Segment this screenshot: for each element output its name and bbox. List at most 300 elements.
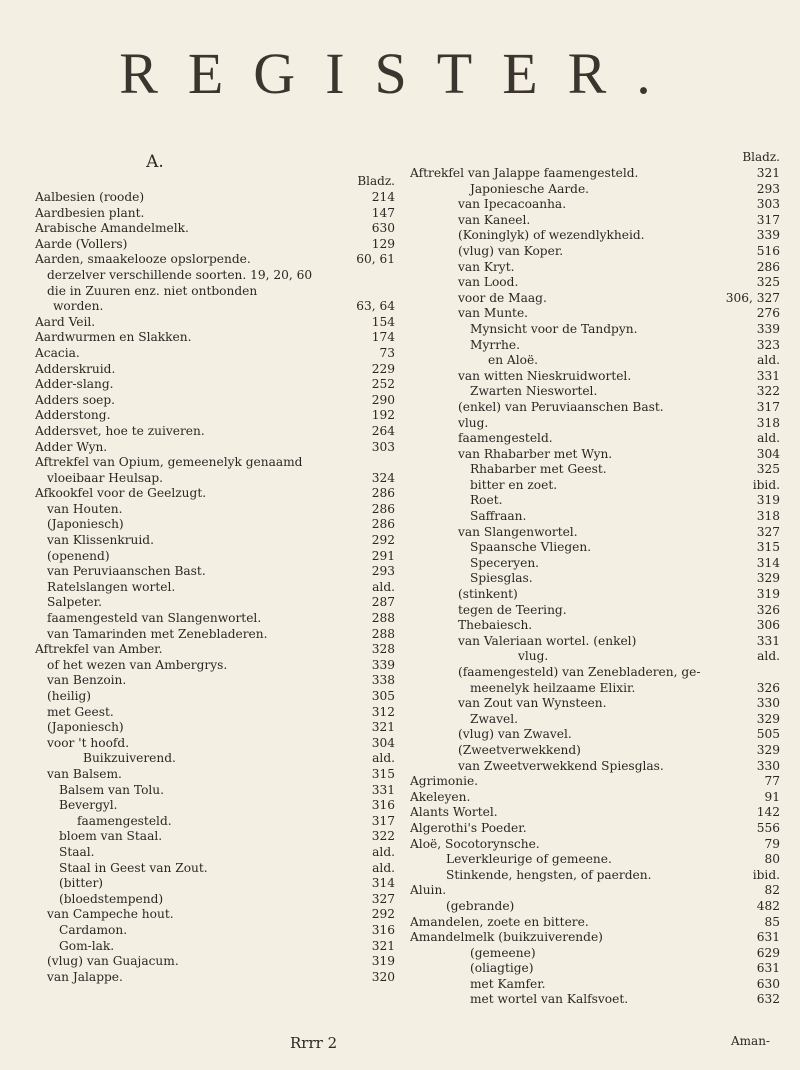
- entry-term: Arabische Amandelmelk.: [35, 221, 189, 236]
- entry-page: 306: [756, 618, 780, 633]
- index-entry: [410, 883, 780, 899]
- index-entry: [35, 876, 395, 892]
- index-entry: [410, 837, 780, 853]
- right-column: [410, 150, 780, 1008]
- entry-page: 321: [371, 720, 395, 735]
- entry-term: Aalbesien (roode): [35, 190, 145, 204]
- index-entry: [35, 767, 395, 783]
- index-entry: [35, 829, 395, 845]
- entry-term: (gebrande): [446, 898, 515, 913]
- index-entry: [410, 228, 780, 244]
- entry-term: faamengesteld.: [458, 431, 553, 446]
- entry-term: van Campeche hout.: [47, 907, 174, 922]
- index-entry: [410, 634, 780, 650]
- entry-term: Akeleyen.: [410, 789, 471, 804]
- index-entry: [410, 338, 780, 354]
- entry-page: 174: [371, 330, 395, 345]
- index-entry: [35, 642, 395, 658]
- entry-page: 288: [371, 626, 395, 641]
- entry-page: 303: [756, 197, 780, 212]
- right-page-header: Bladz.: [742, 150, 780, 164]
- index-entry: [410, 805, 780, 821]
- entry-page: 80: [764, 852, 780, 867]
- entry-page: 482: [756, 898, 780, 913]
- entry-term: Aarde (Vollers): [35, 236, 128, 251]
- index-entry: [410, 478, 780, 494]
- entry-page: 293: [371, 564, 395, 579]
- entry-term: Spiesglas.: [470, 571, 533, 586]
- entry-page: [337, 268, 395, 284]
- index-entry: [35, 798, 395, 814]
- entry-term: Zwarten Nieswortel.: [470, 384, 598, 399]
- entry-page: 264: [371, 423, 395, 438]
- index-entry: [410, 977, 780, 993]
- index-entry: [35, 284, 395, 300]
- entry-term: Addersvet, hoe te zuiveren.: [35, 423, 205, 438]
- entry-term: Amandelen, zoete en bittere.: [410, 914, 589, 929]
- index-entry: [35, 689, 395, 705]
- entry-term: faamengesteld van Slangenwortel.: [47, 611, 262, 626]
- index-entry: [35, 611, 395, 627]
- index-entry: [410, 571, 780, 587]
- entry-page: 314: [756, 555, 780, 570]
- entry-term: van Zweetverwekkend Spiesglas.: [458, 758, 664, 773]
- entry-page: ald.: [757, 649, 780, 664]
- entry-term: Adder Wyn.: [35, 439, 108, 454]
- entry-page: ibid.: [752, 477, 780, 492]
- entry-term: Algerothi's Poeder.: [410, 820, 527, 835]
- index-entry: [410, 197, 780, 213]
- index-entry: [35, 330, 395, 346]
- entry-page: 142: [756, 805, 780, 820]
- entry-page: 631: [756, 961, 780, 976]
- entry-page: 63, 64: [356, 299, 395, 314]
- entry-term: Adder-slang.: [35, 377, 114, 392]
- entry-page: 328: [371, 642, 395, 657]
- entry-term: (Zweetverwekkend): [458, 742, 581, 757]
- entry-page: 331: [371, 782, 395, 797]
- index-entry: [35, 190, 395, 206]
- entry-term: (vlug) van Zwavel.: [458, 727, 572, 742]
- entry-term: van Ipecacoanha.: [458, 197, 567, 212]
- index-entry: [410, 930, 780, 946]
- entry-page: 326: [756, 680, 780, 695]
- entry-page: 327: [371, 891, 395, 906]
- index-entry: [410, 213, 780, 229]
- index-entry: [35, 580, 395, 596]
- entry-term: Aardbesien plant.: [35, 205, 145, 220]
- entry-page: 304: [756, 446, 780, 461]
- section-letter: A.: [146, 152, 164, 172]
- entry-page: 631: [756, 930, 780, 945]
- index-entry: [410, 384, 780, 400]
- entry-term: meenelyk heilzaame Elixir.: [470, 680, 636, 695]
- index-entry: [35, 424, 395, 440]
- page-title: REGISTER.: [119, 41, 681, 106]
- index-entry: [35, 814, 395, 830]
- entry-page: ald.: [372, 579, 395, 594]
- index-entry: [410, 556, 780, 572]
- entry-term: Thebaiesch.: [458, 618, 533, 633]
- entry-term: van Kryt.: [458, 259, 515, 274]
- entry-page: 339: [756, 228, 780, 243]
- entry-term: van Rhabarber met Wyn.: [458, 446, 613, 461]
- entry-term: voor de Maag.: [458, 290, 547, 305]
- entry-page: 327: [756, 524, 780, 539]
- entry-term: Aluin.: [410, 883, 447, 898]
- entry-page: 630: [756, 976, 780, 991]
- entry-term: Aarden, smaakelooze opslorpende.: [35, 252, 251, 267]
- entry-page: 315: [371, 766, 395, 781]
- index-entry: [410, 182, 780, 198]
- index-entry: [35, 907, 395, 923]
- index-entry: [35, 595, 395, 611]
- entry-page: 82: [764, 883, 780, 898]
- entry-page: 292: [371, 907, 395, 922]
- index-entry: [410, 431, 780, 447]
- entry-term: Rhabarber met Geest.: [470, 462, 607, 477]
- entry-term: Zwavel.: [470, 711, 519, 726]
- entry-page: 306, 327: [725, 290, 780, 305]
- entry-term: met Geest.: [47, 704, 114, 719]
- entry-term: (heilig): [47, 689, 92, 703]
- index-entry: [410, 712, 780, 728]
- entry-page: 315: [756, 540, 780, 555]
- index-entry: [35, 408, 395, 424]
- entry-page: ald.: [372, 860, 395, 875]
- entry-term: Spaansche Vliegen.: [470, 540, 592, 555]
- entry-term: met wortel van Kalfsvoet.: [470, 992, 629, 1007]
- entry-page: 73: [379, 345, 395, 360]
- catchword: Aman-: [731, 1034, 770, 1048]
- index-entry: [35, 658, 395, 674]
- entry-page: 286: [756, 259, 780, 274]
- entry-page: [337, 284, 395, 300]
- entry-page: 286: [371, 501, 395, 516]
- index-entry: [35, 627, 395, 643]
- entry-term: worden.: [53, 299, 104, 314]
- index-entry: [35, 471, 395, 487]
- index-entry: [410, 618, 780, 634]
- entry-page: 286: [371, 517, 395, 532]
- index-entry: [410, 540, 780, 556]
- entry-term: tegen de Teering.: [458, 602, 567, 617]
- entry-term: (Japoniesch): [47, 517, 124, 532]
- entry-term: van Kaneel.: [458, 212, 531, 227]
- entry-term: van Klissenkruid.: [47, 533, 154, 548]
- entry-page: 85: [764, 914, 780, 929]
- entry-page: 632: [756, 992, 780, 1007]
- entry-page: 154: [371, 314, 395, 329]
- entry-page: 287: [371, 595, 395, 610]
- entry-term: Alants Wortel.: [410, 805, 498, 820]
- index-entry: [410, 244, 780, 260]
- entry-term: Agrimonie.: [410, 774, 479, 789]
- entry-page: 91: [764, 789, 780, 804]
- index-entry: [35, 970, 395, 986]
- index-entry: [410, 899, 780, 915]
- index-entry: [410, 821, 780, 837]
- entry-term: vlug.: [458, 415, 489, 430]
- entry-page: 329: [756, 571, 780, 586]
- index-entry: [410, 915, 780, 931]
- index-entry: [35, 237, 395, 253]
- entry-page: 147: [371, 205, 395, 220]
- index-entry: [35, 377, 395, 393]
- index-entry: [35, 252, 395, 268]
- entry-page: 338: [371, 673, 395, 688]
- entry-term: en Aloë.: [488, 353, 539, 368]
- index-entry: [410, 961, 780, 977]
- entry-term: Myrrhe.: [470, 337, 520, 352]
- index-entry: [35, 939, 395, 955]
- index-entry: [410, 665, 780, 681]
- entry-page: 318: [756, 509, 780, 524]
- entry-page: 319: [756, 493, 780, 508]
- entry-page: 321: [371, 938, 395, 953]
- index-entry: [410, 774, 780, 790]
- entry-term: (bitter): [59, 876, 104, 891]
- entry-term: (faamengesteld) van Zenebladeren, ge-: [458, 665, 701, 679]
- index-entry: [35, 315, 395, 331]
- entry-page: 286: [371, 486, 395, 501]
- index-entry: [35, 486, 395, 502]
- entry-page: 304: [371, 735, 395, 750]
- index-entry: [410, 852, 780, 868]
- entry-page: 323: [756, 337, 780, 352]
- index-entry: [35, 455, 395, 471]
- entry-page: 339: [756, 321, 780, 336]
- entry-page: 339: [371, 657, 395, 672]
- entry-term: vlug.: [518, 649, 549, 664]
- entry-term: Adders soep.: [35, 392, 116, 407]
- entry-term: van Zout van Wynsteen.: [458, 696, 607, 711]
- entry-term: Adderskruid.: [35, 361, 116, 376]
- entry-page: 325: [756, 275, 780, 290]
- index-entry: [410, 275, 780, 291]
- entry-term: (gemeene): [470, 945, 536, 960]
- index-entry: [410, 649, 780, 665]
- entry-page: 79: [764, 836, 780, 851]
- entry-term: vloeibaar Heulsap.: [47, 470, 164, 485]
- entry-page: 290: [371, 392, 395, 407]
- entry-term: Gom-lak.: [59, 938, 115, 953]
- entry-page: 317: [756, 399, 780, 414]
- entry-page: 516: [756, 243, 780, 258]
- entry-page: 630: [371, 221, 395, 236]
- index-entry: [410, 400, 780, 416]
- index-entry: [410, 727, 780, 743]
- right-entries: [410, 166, 780, 1008]
- index-entry: [35, 346, 395, 362]
- entry-page: 321: [756, 166, 780, 180]
- entry-term: bitter en zoet.: [470, 477, 558, 492]
- entry-term: Aftrekfel van Jalappe faamengesteld.: [410, 166, 639, 180]
- entry-page: 77: [764, 774, 780, 789]
- index-entry: [35, 393, 395, 409]
- entry-page: ald.: [372, 844, 395, 859]
- entry-page: ald.: [372, 751, 395, 766]
- entry-page: 293: [756, 181, 780, 196]
- entry-page: 303: [371, 439, 395, 454]
- index-entry: [35, 268, 395, 284]
- entry-page: 319: [371, 954, 395, 969]
- index-entry: [410, 946, 780, 962]
- index-entry: [410, 868, 780, 884]
- index-entry: [410, 353, 780, 369]
- entry-page: 316: [371, 798, 395, 813]
- entry-page: 322: [756, 384, 780, 399]
- entry-page: ald.: [757, 431, 780, 446]
- index-entry: [410, 681, 780, 697]
- entry-term: (stinkent): [458, 587, 518, 602]
- index-entry: [35, 845, 395, 861]
- left-column: [35, 150, 395, 985]
- entry-page: ald.: [757, 353, 780, 368]
- entry-term: Cardamon.: [59, 922, 128, 937]
- entry-term: van Valeriaan wortel. (enkel): [458, 633, 637, 648]
- index-entry: [35, 564, 395, 580]
- index-entry: [35, 954, 395, 970]
- index-entry: [410, 260, 780, 276]
- entry-term: of het wezen van Ambergrys.: [47, 657, 228, 672]
- entry-page: 292: [371, 533, 395, 548]
- index-entry: [35, 299, 395, 315]
- index-entry: [35, 892, 395, 908]
- entry-page: 317: [371, 813, 395, 828]
- index-entry: [35, 549, 395, 565]
- index-entry: [35, 533, 395, 549]
- entry-term: van Balsem.: [47, 766, 122, 781]
- entry-term: van Houten.: [47, 501, 123, 516]
- index-entry: [410, 306, 780, 322]
- index-entry: [35, 673, 395, 689]
- index-entry: [410, 790, 780, 806]
- index-entry: [35, 751, 395, 767]
- left-page-header: Bladz.: [357, 174, 395, 188]
- entry-term: Aloë, Socotorynsche.: [410, 836, 540, 851]
- index-entry: [35, 736, 395, 752]
- entry-term: Leverkleurige of gemeene.: [446, 852, 612, 867]
- entry-term: met Kamfer.: [470, 976, 546, 991]
- entry-term: van Munte.: [458, 306, 529, 321]
- entry-term: van Jalappe.: [47, 969, 123, 984]
- index-entry: [410, 291, 780, 307]
- entry-term: Aard Veil.: [35, 314, 96, 329]
- entry-term: van Lood.: [458, 275, 519, 290]
- entry-term: Balsem van Tolu.: [59, 782, 165, 797]
- index-entry: [410, 759, 780, 775]
- entry-term: Speceryen.: [470, 555, 540, 570]
- index-entry: [35, 440, 395, 456]
- index-entry: [410, 322, 780, 338]
- entry-page: 322: [371, 829, 395, 844]
- index-entry: [410, 369, 780, 385]
- entry-page: 330: [756, 696, 780, 711]
- entry-term: Acacia.: [35, 345, 80, 360]
- index-entry: [35, 923, 395, 939]
- entry-term: van Tamarinden met Zenebladeren.: [47, 626, 268, 641]
- entry-page: 505: [756, 727, 780, 742]
- index-entry: [410, 493, 780, 509]
- entry-page: 129: [371, 236, 395, 251]
- entry-term: van Peruviaanschen Bast.: [47, 564, 206, 579]
- index-entry: [410, 462, 780, 478]
- entry-page: 305: [371, 689, 395, 703]
- entry-term: (bloedstempend): [59, 891, 164, 906]
- entry-term: Amandelmelk (buikzuiverende): [410, 930, 603, 945]
- entry-page: 314: [371, 876, 395, 891]
- entry-page: 312: [371, 704, 395, 719]
- entry-term: Stinkende, hengsten, of paerden.: [446, 867, 652, 882]
- entry-term: Buikzuiverend.: [83, 751, 176, 766]
- index-entry: [35, 221, 395, 237]
- entry-page: 331: [756, 633, 780, 648]
- entry-term: Staal in Geest van Zout.: [59, 860, 208, 875]
- entry-page: 329: [756, 742, 780, 757]
- index-entry: [410, 166, 780, 182]
- index-entry: [410, 587, 780, 603]
- entry-page: 330: [756, 758, 780, 773]
- index-entry: [410, 743, 780, 759]
- entry-page: 252: [371, 377, 395, 392]
- entry-page: 556: [756, 820, 780, 835]
- entry-page: 192: [371, 408, 395, 423]
- entry-page: 317: [756, 212, 780, 227]
- index-entry: [35, 783, 395, 799]
- entry-term: Ratelslangen wortel.: [47, 579, 176, 594]
- entry-page: 276: [756, 306, 780, 321]
- index-entry: [410, 416, 780, 432]
- index-entry: [410, 603, 780, 619]
- entry-page: 320: [371, 969, 395, 984]
- entry-page: [722, 665, 780, 681]
- entry-page: 319: [756, 587, 780, 602]
- entry-page: 318: [756, 415, 780, 430]
- index-entry: [410, 992, 780, 1008]
- entry-term: (oliagtige): [470, 961, 534, 976]
- entry-page: 326: [756, 602, 780, 617]
- entry-term: van Slangenwortel.: [458, 524, 578, 539]
- entry-term: (Japoniesch): [47, 720, 124, 735]
- left-entries: [35, 190, 395, 985]
- entry-term: Salpeter.: [47, 595, 102, 610]
- index-entry: [410, 447, 780, 463]
- index-entry: [35, 705, 395, 721]
- entry-term: Japoniesche Aarde.: [470, 181, 590, 196]
- entry-page: 291: [371, 548, 395, 563]
- entry-term: Adderstong.: [35, 408, 111, 423]
- entry-page: ibid.: [752, 867, 780, 882]
- index-entry: [410, 525, 780, 541]
- entry-term: (enkel) van Peruviaanschen Bast.: [458, 399, 664, 414]
- entry-term: Mynsicht voor de Tandpyn.: [470, 321, 638, 336]
- entry-term: Staal.: [59, 844, 95, 859]
- index-entry: [35, 517, 395, 533]
- entry-page: 229: [371, 361, 395, 376]
- entry-term: (vlug) van Guajacum.: [47, 954, 179, 969]
- entry-term: (vlug) van Koper.: [458, 243, 564, 258]
- entry-term: (Koninglyk) of wezendlykheid.: [458, 228, 645, 243]
- index-entry: [35, 206, 395, 222]
- entry-term: (openend): [47, 548, 110, 563]
- index-entry: [35, 720, 395, 736]
- entry-term: Roet.: [470, 493, 503, 508]
- entry-term: Saffraan.: [470, 509, 527, 524]
- entry-term: derzelver verschillende soorten. 19, 20, 60: [47, 267, 313, 282]
- entry-term: Aftrekfel van Opium, gemeenelyk genaamd: [35, 455, 303, 470]
- entry-term: Bevergyl.: [59, 798, 118, 813]
